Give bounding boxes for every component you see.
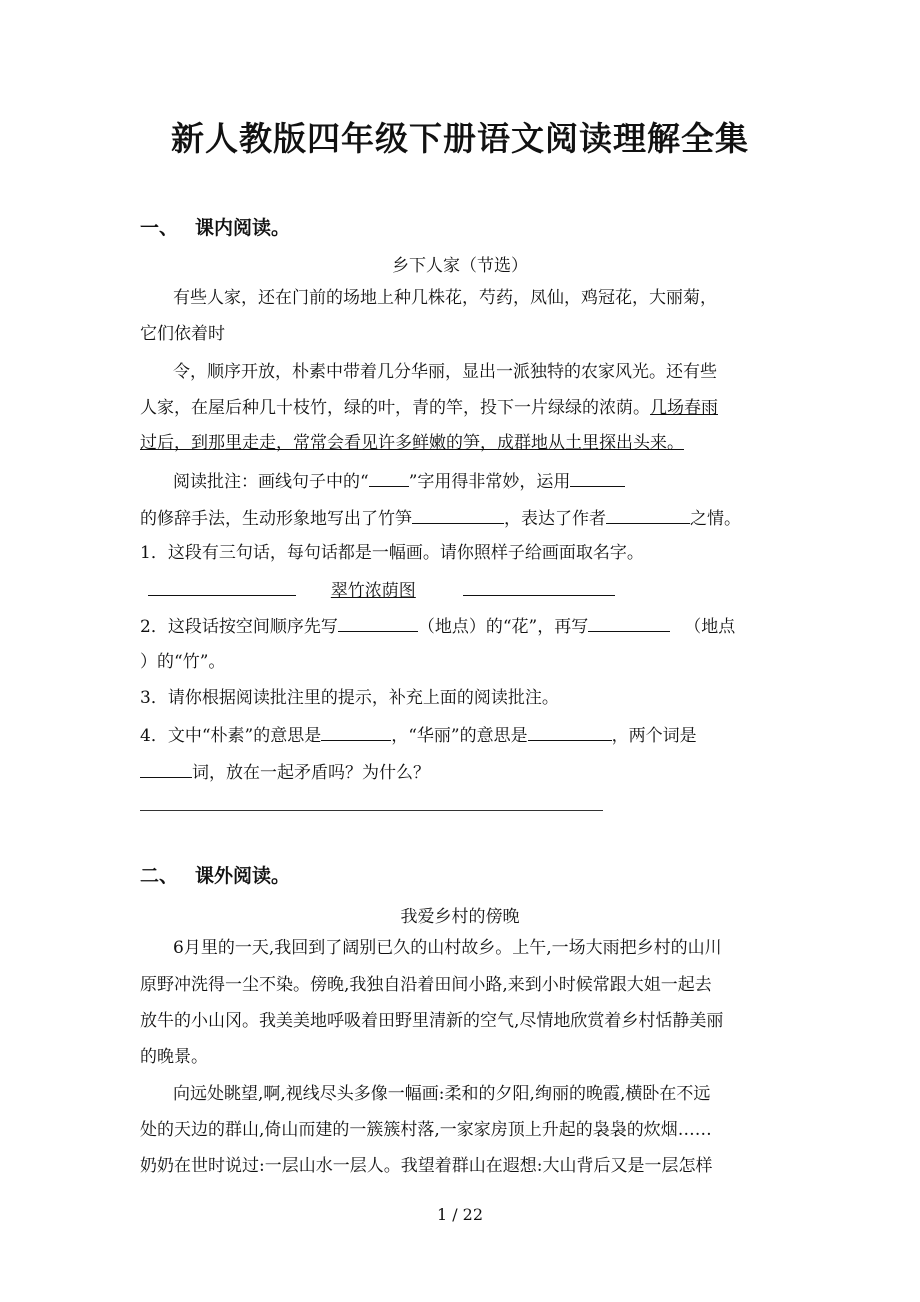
question-4-text: 4．文中“朴素”的意思是 — [140, 726, 322, 746]
reading-note-line — [140, 506, 741, 530]
passage2-line: 奶奶在世时说过:一层山水一层人。我望着群山在遐想:大山背后又是一层怎样 — [140, 1156, 713, 1176]
passage2-line: 放牛的小山冈。我美美地呼吸着田野里清新的空气,尽情地欣赏着乡村恬静美丽 — [140, 1011, 724, 1031]
passage2-line: 原野冲洗得一尘不染。傍晚,我独自沿着田间小路,来到小时候常跟大姐一起去 — [140, 975, 712, 995]
question-2-text: （地点）的“花”，再写 — [417, 617, 589, 637]
answer-blank[interactable] — [412, 506, 504, 524]
answer-blank[interactable] — [369, 469, 409, 487]
answer-blank[interactable] — [570, 469, 625, 487]
answer-blank[interactable] — [528, 723, 612, 741]
section1-heading — [140, 213, 290, 240]
section2-number: 二、 — [140, 865, 179, 887]
note-text: 之情。 — [690, 509, 741, 529]
answer-blank[interactable] — [140, 760, 192, 778]
passage1-line: 有些人家，还在门前的场地上种几株花，芍药，凤仙，鸡冠花，大丽菊， — [173, 288, 717, 308]
passage1-line — [140, 397, 718, 419]
passage1-line: 令，顺序开放，朴素中带着几分华丽，显出一派独特的农家风光。还有些 — [173, 362, 717, 382]
question-4-cont — [140, 760, 430, 784]
section1-heading-text: 课内阅读。 — [195, 217, 291, 239]
passage1-title: 乡下人家（节选） — [392, 256, 528, 276]
note-text: 的修辞手法，生动形象地写出了竹笋 — [140, 509, 412, 529]
passage2-title: 我爱乡村的傍晚 — [400, 907, 520, 927]
section1-number: 一、 — [140, 217, 179, 239]
answer-blank[interactable] — [606, 506, 690, 524]
underlined-sentence: 几场春雨 — [650, 398, 718, 418]
reading-note-line — [173, 469, 625, 493]
question-2 — [140, 614, 735, 638]
answer-blank[interactable] — [338, 614, 418, 632]
answer-blank[interactable] — [321, 723, 391, 741]
passage1-line: 它们依着时 — [140, 324, 225, 344]
section2-heading — [140, 861, 290, 888]
question-2-text: 2．这段话按空间顺序先写 — [140, 617, 338, 637]
passage2-line: 向远处眺望,啊,视线尽头多像一幅画:柔和的夕阳,绚丽的晚霞,横卧在不远 — [173, 1084, 711, 1104]
answer-blank[interactable] — [148, 578, 296, 596]
question-2-text: （地点 — [684, 617, 736, 637]
question-2-cont: ）的“竹”。 — [140, 652, 226, 672]
document-title: 新人教版四年级下册语文阅读理解全集 — [171, 119, 749, 158]
question-4 — [140, 723, 697, 747]
question-1: 1．这段有三句话，每句话都是一幅画。请你照样子给画面取名字。 — [140, 543, 644, 563]
example-name: 翠竹浓荫图 — [330, 581, 416, 601]
section2-heading-text: 课外阅读。 — [195, 865, 291, 887]
passage1-text: 人家，在屋后种几十枝竹，绿的叶，青的竿，投下一片绿绿的浓荫。 — [140, 398, 650, 418]
page-number: 1 / 22 — [436, 1205, 484, 1224]
note-text: ，表达了作者 — [504, 509, 606, 529]
question-1-answers — [148, 578, 615, 602]
question-4-text: ，“华丽”的意思是 — [391, 726, 528, 746]
question-4-text: ，两个词是 — [611, 726, 697, 746]
answer-blank[interactable] — [463, 578, 615, 596]
note-text: ”字用得非常妙，运用 — [408, 472, 571, 492]
passage2-line: 处的天边的群山,倚山而建的一簇簇村落,一家家房顶上升起的袅袅的炊烟…… — [140, 1120, 712, 1140]
passage2-line: 6月里的一天,我回到了阔别已久的山村故乡。上午,一场大雨把乡村的山川 — [173, 938, 722, 958]
note-text: 阅读批注：画线句子中的“ — [173, 472, 369, 492]
answer-blank[interactable] — [588, 614, 670, 632]
answer-line[interactable] — [140, 810, 603, 811]
underlined-sentence: 过后，到那里走走，常常会看见许多鲜嫩的笋，成群地从土里探出头来。 — [140, 433, 684, 453]
question-3: 3．请你根据阅读批注里的提示，补充上面的阅读批注。 — [140, 688, 559, 708]
passage2-line: 的晚景。 — [140, 1047, 208, 1067]
question-4-text: 词，放在一起矛盾吗？为什么？ — [192, 763, 430, 783]
